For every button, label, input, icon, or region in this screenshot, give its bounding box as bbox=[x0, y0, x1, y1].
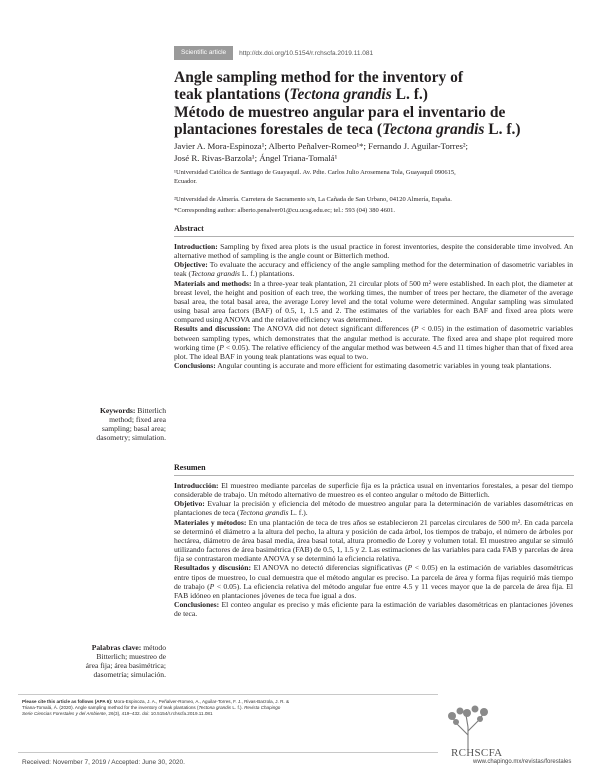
resumen-introduccion: Introducción: El muestreo mediante parcelas de superficie fija es la práctica usual en inventarios forestales, a pesar del tiempo considerable de trabajo. Un método alternativo de muestreo es el conteo angular o método de Bitterlich. bbox=[174, 481, 573, 500]
title-es-line2: plantaciones forestales de teca (Tectona grandis L. f.) bbox=[174, 121, 521, 138]
journal-logo-tree-icon bbox=[440, 705, 500, 749]
resumen-heading: Resumen bbox=[174, 463, 206, 472]
title-spanish bbox=[174, 104, 574, 138]
footer-bottom-rule bbox=[18, 752, 438, 753]
resumen-objetivo: Objetivo: Evaluar la precisión y eficiencia del método de muestreo angular para la determinación de variables dasométricas en plantaciones de teca (Tectona grandis L. f.). bbox=[174, 499, 573, 518]
abstract-objective: Objective: To evaluate the accuracy and efficiency of the angle sampling method for the determination of dasometric variables in teak (Tectona grandis L. f.) plantations. bbox=[174, 260, 573, 279]
title-en-line2: teak plantations (Tectona grandis L. f.) bbox=[174, 86, 428, 103]
resumen-resultados: Resultados y discusión: El ANOVA no detectó diferencias significativas (P < 0.05) en la estimación de variables dasométricas entre tipos de muestreo, lo cual demuestra que el método angular es preciso. La parcela de área y forma fijas requirió más tiempo de trabajo (P < 0.05). La eficiencia relativa del método angular fue entre 4.5 y 11 veces mayor que la de parcela de área fija. El FAB idóneo en plantaciones jóvenes de teca fue igual a dos. bbox=[174, 563, 574, 600]
article-header bbox=[174, 46, 426, 60]
abstract-introduction: Introduction: Sampling by fixed area plots is the usual practice in forest inventories, despite the considerable time involved. An alternative method of sampling is the angle count or Bitterlich method. bbox=[174, 242, 573, 261]
abstract-methods: Materials and methods: In a three-year teak plantation, 21 circular plots of 500 m² were established. In each plot, the diameter at breast level, the height and position of each tree, the working times, the number of trees per hectare, the diameter of the average basal area, the total basal area, the average Lorey level and the total volume were determined. Angular sampling was simulated using basal area factors (BAF) of 0.5, 1, 1.5 and 2. The estimates of the variables for each BAF and fixed area plots were compared using ANOVA and the relative efficiency was determined. bbox=[174, 278, 574, 325]
abstract-body bbox=[174, 242, 573, 370]
title-es-line1: Método de muestreo angular para el inventario de bbox=[174, 104, 506, 121]
doi-link[interactable]: http://dx.doi.org/10.5154/r.rchscfa.2019.11.081 bbox=[239, 49, 374, 57]
journal-website-link[interactable]: www.chapingo.mx/revistas/forestales bbox=[473, 759, 572, 765]
palabras-clave-block: Palabras clave: método Bitterlich; muestreo de área fija; área basimétrica; dasometría; simulación. bbox=[85, 643, 166, 680]
resumen-conclusiones: Conclusiones: El conteo angular es preciso y más eficiente para la estimación de variables dasométricas en plantaciones jóvenes de teca. bbox=[174, 600, 573, 619]
received-accepted-dates: Received: November 7, 2019 / Accepted: June 30, 2020. bbox=[22, 759, 185, 766]
affiliation-1: ¹Universidad Católica de Santiago de Guayaquil. Av. Pdte. Carlos Julio Arosemena Tola, Guayaquil 090615, Ecuador. bbox=[174, 169, 456, 185]
title-en-line1: Angle sampling method for the inventory of bbox=[174, 69, 464, 86]
abstract-results: Results and discussion: The ANOVA did not detect significant differences (P < 0.05) in the estimation of dasometric variables between sampling types, which demonstrates that the angular method is accurate. The fixed area and shape plot required more working time (P < 0.05). The relative efficiency of the angular method was between 4.5 and 11 times higher than that of fixed area plot. The ideal BAF in young teak plantations was equal to two. bbox=[174, 324, 573, 361]
resumen-rule bbox=[174, 475, 574, 476]
article-type-tag: Scientific article bbox=[174, 46, 233, 60]
keywords-block: Keywords: Bitterlich method; fixed area sampling; basal area; dasometry; simulation. bbox=[96, 406, 166, 443]
resumen-metodos: Materiales y métodos: En una plantación de teca de tres años se establecieron 21 parcelas circulares de 500 m². En cada parcela se determinó el diámetro a la altura del pecho, la altura y posición de cada árbol, los tiempos de trabajo, el número de árboles por hectárea, diámetro de área basal media, área basal total, altura promedio de Lorey y volumen total. El muestreo angular se simuló utilizando factores de área basimétrica (FAB) de 0.5, 1, 1.5 y 2. Las estimaciones de las variables para cada FAB y parcelas de área fija se contrastaron mediante ANOVA y se determinó la eficiencia relativa. bbox=[174, 517, 573, 564]
resumen-body bbox=[174, 481, 573, 618]
abstract-rule bbox=[174, 236, 574, 237]
corresponding-author[interactable]: *Corresponding author: alberto.penalver01@cu.ucsg.edu.ec; tel.: 593 (04) 380 4601. bbox=[174, 207, 395, 214]
journal-logo-text: RCHSCFA bbox=[451, 747, 503, 759]
author-list bbox=[174, 140, 574, 164]
citation-block: Please cite this article as follows (APA 6): Mora-Espinoza, J. A., Peñalver-Romeo, A., Aguilar-Torres, F. J., Rivas-Barzola, J. R. & Triana-Tomalá, Á. (2020). Angle sampling method for the inventory of teak plantations (Tectona grandis L. f.). Revista Chapingo Serie Ciencias Forestales y del Ambiente, 26(3), 419–432. doi: 10.5154/r.rchscfa.2019.11.081 bbox=[22, 699, 290, 717]
abstract-conclusions: Conclusions: Angular counting is accurate and more efficient for estimating dasometric variables in young teak plantations. bbox=[174, 361, 552, 371]
authors-line1: Javier A. Mora-Espinoza¹; Alberto Peñalver-Romeo¹*; Fernando J. Aguilar-Torres²; bbox=[174, 141, 468, 151]
authors-line2: José R. Rivas-Barzola¹; Ángel Triana-Tomalá¹ bbox=[174, 153, 338, 163]
abstract-heading: Abstract bbox=[174, 224, 204, 233]
affiliation-2: ²Universidad de Almería. Carretera de Sacramento s/n, La Cañada de San Urbano, 04120 Almería, España. bbox=[174, 196, 452, 203]
footer-rule bbox=[18, 694, 438, 695]
title-english bbox=[174, 69, 574, 103]
